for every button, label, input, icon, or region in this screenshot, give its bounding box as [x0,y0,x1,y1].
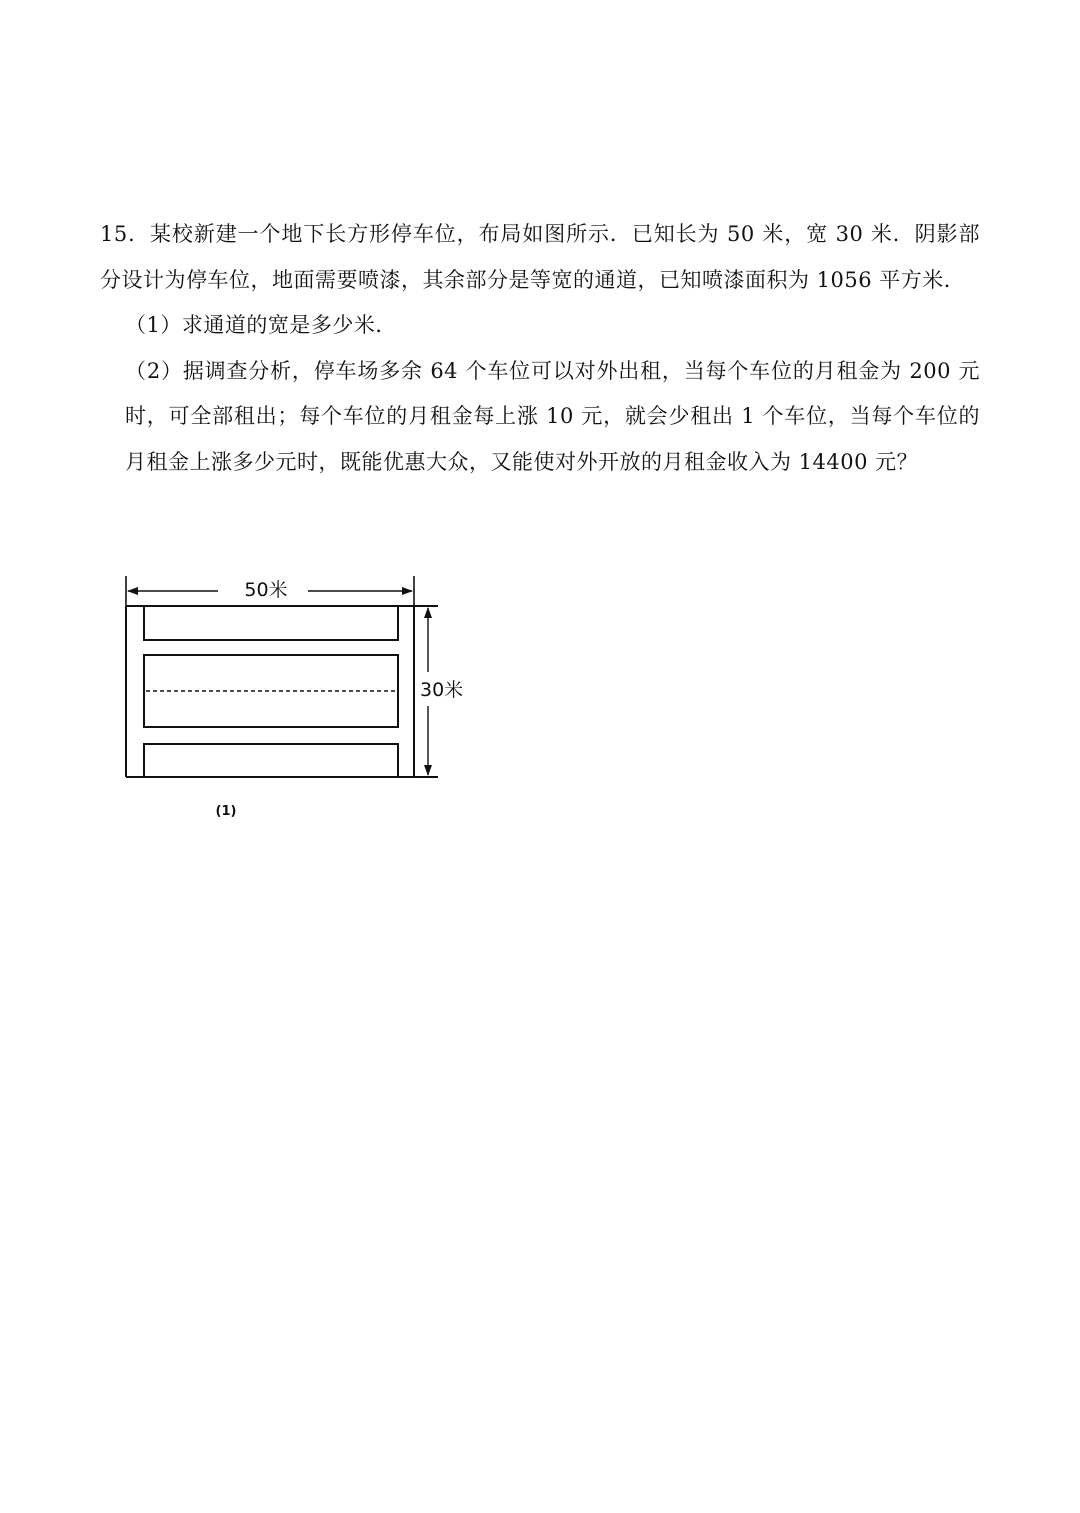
width-arrow-top [424,607,432,618]
length-label: 50米 [244,579,288,601]
figure-caption: (1) [215,804,237,819]
parking-lot-figure [118,572,478,822]
parking-strip-bottom [144,744,398,777]
width-label: 30米 [420,679,464,701]
length-arrow-left [127,587,138,595]
problem-part-1: （1）求通道的宽是多少米． [125,313,397,337]
width-arrow-bottom [424,765,432,776]
length-arrow-right [402,587,413,595]
parking-lot-diagram [118,572,478,822]
problem-part-2: （2）据调查分析，停车场多余 64 个车位可以对外出租，当每个车位的月租金为 200 元时，可全部租出；每个车位的月租金每上涨 10 元，就会少租出 1 个车位，当每个车位的月租金上涨多少元时，既能优惠大众，又能使对外开放的月租金收入为 14400 元？ [125,358,980,474]
parking-strip-top [144,606,398,640]
problem-text [100,212,980,485]
problem-intro: 15．某校新建一个地下长方形停车位，布局如图所示．已知长为 50 米，宽 30 米．阴影部分设计为停车位，地面需要喷漆，其余部分是等宽的通道，已知喷漆面积为 1056 平方米． [100,222,980,292]
